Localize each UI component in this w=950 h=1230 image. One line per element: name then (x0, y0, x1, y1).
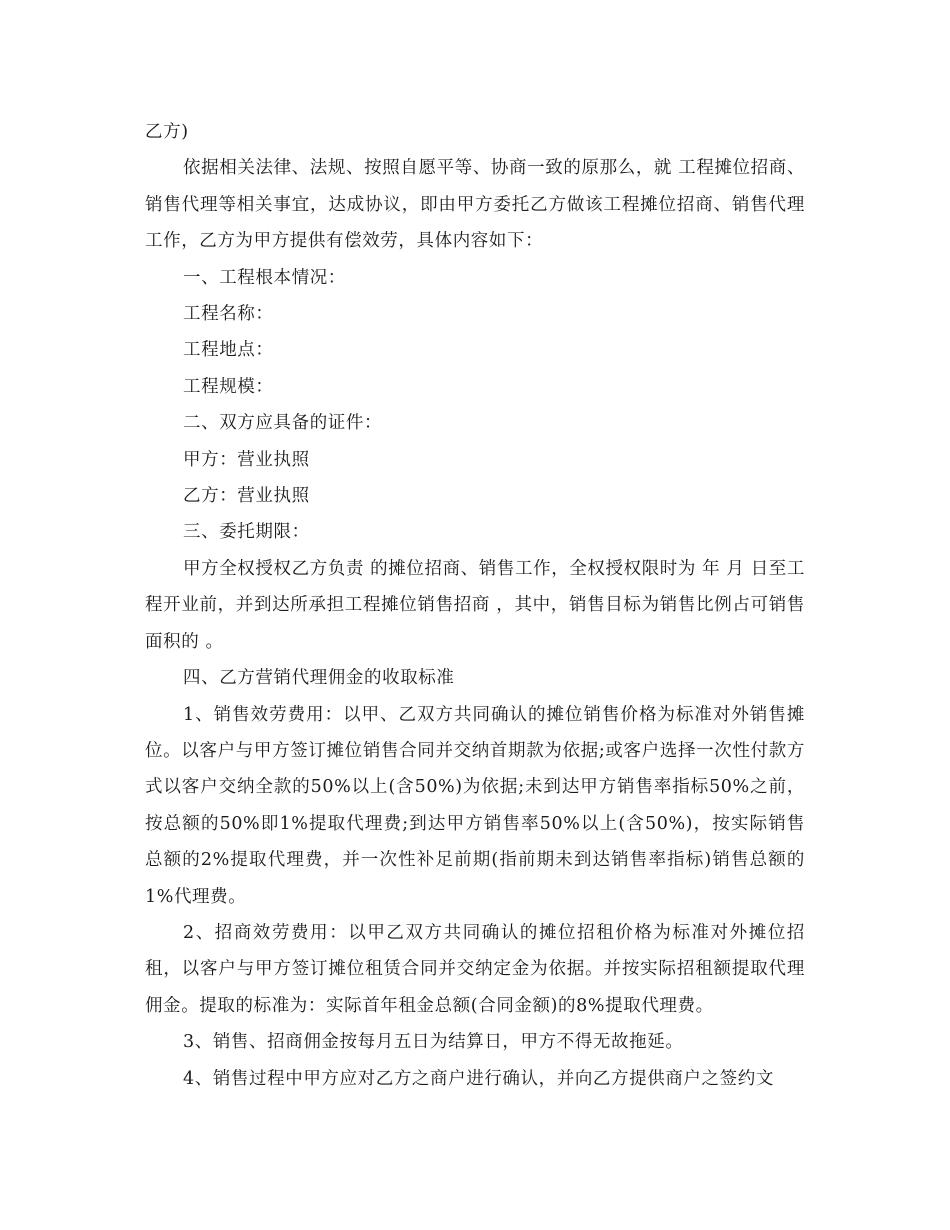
paragraph-intro: 依据相关法律、法规、按照自愿平等、协商一致的原那么，就 工程摊位招商、销售代理等相关事宜，达成协议，即由甲方委托乙方做该工程摊位招商、销售代理工作，乙方为甲方提供有偿效劳，具体内容如下： (145, 158, 805, 252)
document-body (145, 114, 805, 1097)
party-b-certificate: 乙方：营业执照 (183, 486, 310, 507)
clause-leasing-service-fee: 2、招商效劳费用：以甲乙双方共同确认的摊位招租价格为标准对外摊位招租，以客户与甲方签订摊位租赁合同并交纳定金为依据。并按实际招租额提取代理佣金。提取的标准为：实际首年租金总额(合同金额)的8%提取代理费。 (145, 922, 805, 1016)
paragraph-party-b-closing: 乙方) (145, 122, 189, 142)
party-a-certificate: 甲方：营业执照 (183, 449, 310, 470)
paragraph-term-details: 甲方全权授权乙方负责 的摊位招商、销售工作，全权授权限时为 年 月 日至工程开业前，并到达所承担工程摊位销售招商 ，其中，销售目标为销售比例占可销售面积的 。 (145, 558, 805, 652)
field-project-scale: 工程规模： (183, 376, 274, 397)
clause-merchant-confirmation: 4、销售过程中甲方应对乙方之商户进行确认，并向乙方提供商户之签约文 (183, 1068, 774, 1089)
field-project-name: 工程名称： (183, 304, 274, 325)
section-heading-commission: 四、乙方营销代理佣金的收取标准 (183, 668, 455, 689)
section-heading-term: 三、委托期限： (183, 522, 310, 543)
clause-sales-service-fee: 1、销售效劳费用：以甲、乙双方共同确认的摊位销售价格为标准对外销售摊位。以客户与甲方签订摊位销售合同并交纳首期款为依据;或客户选择一次性付款方式以客户交纳全款的50%以上(含50%)为依据;未到达甲方销售率指标50%之前，按总额的50%即1%提取代理费;到达甲方销售率50%以上(含50%)，按实际销售总额的2%提取代理费，并一次性补足前期(指前期未到达销售率指标)销售总额的1%代理费。 (145, 704, 805, 907)
section-heading-project-basics: 一、工程根本情况： (183, 267, 346, 288)
clause-settlement-date: 3、销售、招商佣金按每月五日为结算日，甲方不得无故拖延。 (183, 1032, 684, 1053)
field-project-location: 工程地点： (183, 340, 274, 361)
section-heading-certificates: 二、双方应具备的证件： (183, 413, 383, 434)
